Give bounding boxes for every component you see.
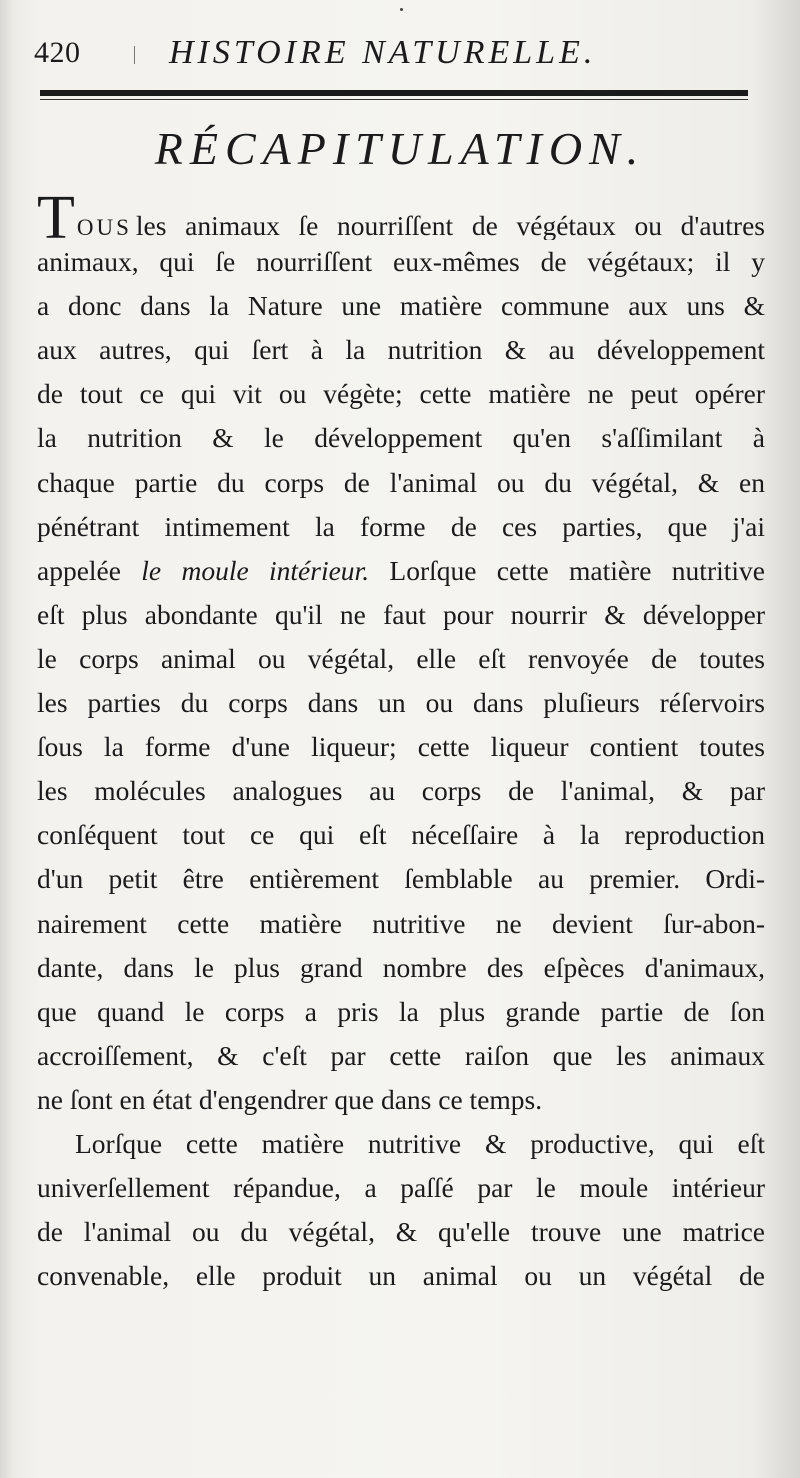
text-line: convenable, elle produit un animal ou un végétal de bbox=[37, 1260, 765, 1292]
text-line: ne ſont en état d'engendrer que dans ce temps. bbox=[37, 1083, 543, 1115]
text-line: de tout ce qui vit ou végète; cette matière ne peut opérer bbox=[37, 378, 765, 410]
text-line: pénétrant intimement la forme de ces parties, que j'ai bbox=[37, 510, 765, 542]
running-title: HISTOIRE NATURELLE. bbox=[169, 34, 597, 71]
text-line: de l'animal ou du végétal, & qu'elle trouve une matrice bbox=[37, 1216, 765, 1248]
page-number: 420 bbox=[34, 36, 81, 69]
page-header bbox=[34, 30, 764, 80]
text-segment: appelée bbox=[37, 554, 142, 586]
header-rule-thick bbox=[40, 90, 748, 96]
text-line: accroiſſement, & c'eſt par cette raiſon que les animaux bbox=[37, 1039, 765, 1071]
text-line: nairement cette matière nutritive ne devient ſur-abon- bbox=[37, 907, 765, 939]
text-line: les parties du corps dans un ou dans pluſieurs réſervoirs bbox=[37, 687, 765, 719]
header-separator bbox=[134, 46, 135, 64]
text-line: d'un petit être entièrement ſemblable au premier. Ordi- bbox=[37, 863, 765, 895]
ink-speck bbox=[400, 8, 403, 11]
text-line: la nutrition & le développement qu'en s'aſſimilant à bbox=[37, 422, 765, 454]
text-line: eſt plus abondante qu'il ne faut pour nourrir & développer bbox=[37, 598, 765, 630]
text-line: aux autres, qui ſert à la nutrition & au développement bbox=[37, 334, 765, 366]
text-line: animaux, qui ſe nourriſſent eux-mêmes de végétaux; il y bbox=[37, 246, 765, 278]
text-line: conſéquent tout ce qui eſt néceſſaire à la reproduction bbox=[37, 819, 765, 851]
body-text bbox=[37, 196, 765, 1298]
text-line: chaque partie du corps de l'animal ou du végétal, & en bbox=[37, 466, 765, 498]
text-line: a donc dans la Nature une matière commune aux uns & bbox=[37, 290, 765, 322]
text-line: les molécules analogues au corps de l'animal, & par bbox=[37, 775, 765, 807]
text-line: ſous la forme d'une liqueur; cette liqueur contient toutes bbox=[37, 731, 765, 763]
text-line: univerſellement répandue, a paſſé par le moule intérieur bbox=[37, 1172, 765, 1204]
first-word-smallcaps: OUS bbox=[76, 215, 132, 240]
text-line-content: les animaux ſe nourriſſent de végétaux ou d'autres bbox=[135, 210, 765, 241]
text-line: le corps animal ou végétal, elle eſt renvoyée de toutes bbox=[37, 642, 765, 674]
text-line-with-italic bbox=[37, 549, 765, 593]
drop-cap: T bbox=[37, 196, 75, 241]
text-line bbox=[37, 196, 765, 240]
text-line: Lorſque cette matière nutritive & productive, qui eſt bbox=[75, 1127, 765, 1159]
text-line: dante, dans le plus grand nombre des eſpèces d'animaux, bbox=[37, 951, 765, 983]
text-segment: Lorſque cette matière nutritive bbox=[369, 554, 765, 586]
text-line: que quand le corps a pris la plus grande partie de ſon bbox=[37, 995, 765, 1027]
chapter-title: RÉCAPITULATION. bbox=[154, 123, 646, 174]
header-rule-thin bbox=[40, 99, 748, 100]
italic-term: le moule intérieur. bbox=[141, 554, 370, 586]
